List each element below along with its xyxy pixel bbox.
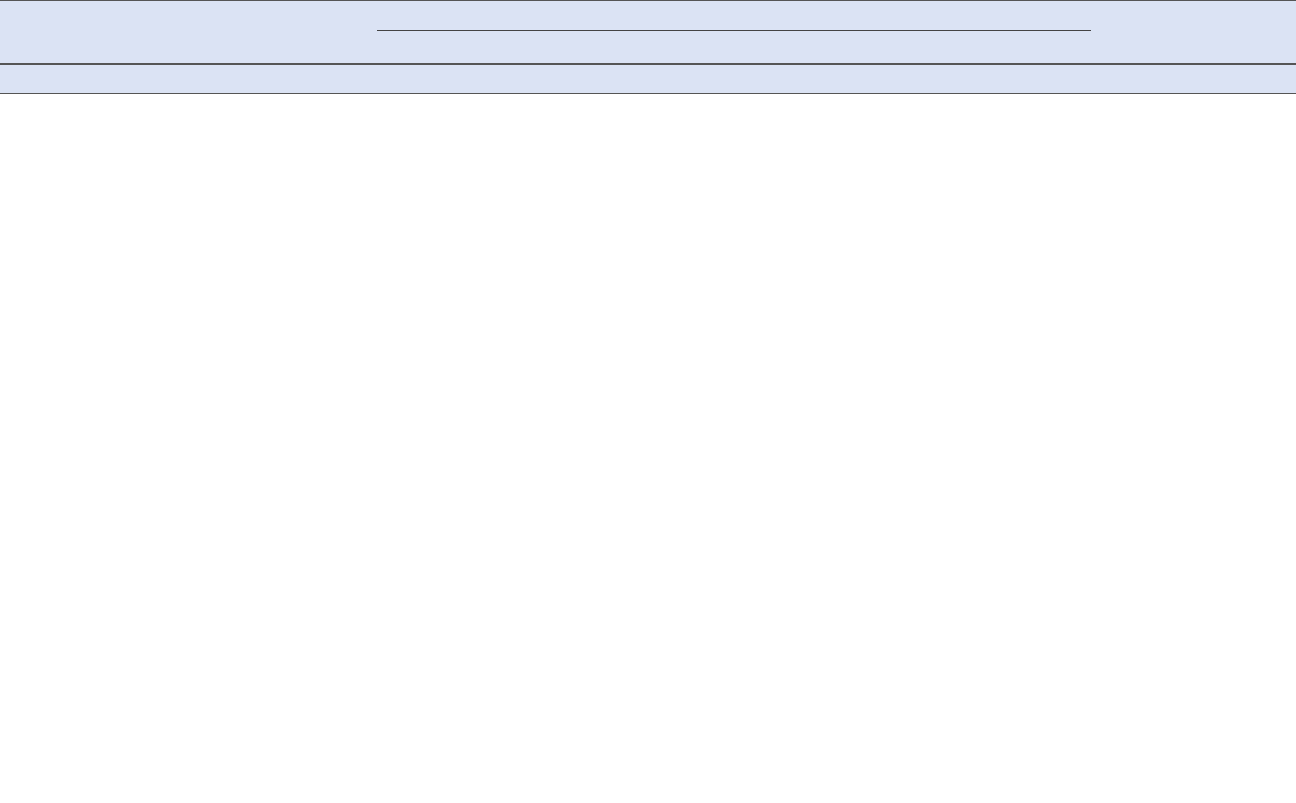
bottom-table-header [0, 64, 1296, 94]
header-span-rule [377, 30, 1091, 31]
tables-sheet [0, 0, 1296, 94]
top-table-header [0, 0, 1296, 64]
